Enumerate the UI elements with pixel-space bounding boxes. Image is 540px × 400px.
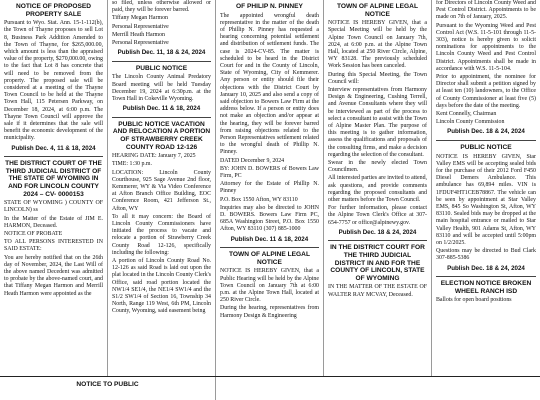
notice-paragraph: A portion of Lincoln County Road No. 12-126 as said Road is laid out upon the plat located in the Lincoln County Clerk's Office, said road portion located the NW1/4 SE1/4, the NE1/4 SW1/4 and the S1/2 SW1/4 of Section 16, Township 34 North, Range 119 West, 6th PM, Lincoln County, Wyoming, said easement being [112,258,213,315]
notice-paragraph: Personal Representative [112,23,169,30]
bottom-blank [216,377,540,400]
notice-paragraph: Prior to appointment, the nominee for Director shall submit a petition signed by at least ten (10) landowners, to the Office of County Commissioner at least five (5) days before the date of the meeting. [436,74,538,109]
notice-paragraph: To all it may concern: the Board of Lincoln County Commissioners have initiated the process to vacate and relocate a portion of Strawberry Creek County Road 12-126, specifically including the following: [112,213,213,256]
notice-paragraph: Inquiries may also be directed to JOHN D. BOWERS. Bowers Law Firm PC, 685A Washington Street, P.O. Box 1550 Afton, WY 83110 (307) 885-1000 [220,204,321,233]
notice-divider [112,117,211,118]
notice-paragraph: Personal Representative [112,40,169,47]
notice-paragraph: HEARING DATE: January 7, 2025 [112,153,196,160]
notice-divider [112,61,211,62]
legal-notice [220,251,319,320]
publish-dates: Publish Dec. 18 & 24, 2024 [338,228,417,236]
notice-divider [328,240,427,241]
legal-notice [112,121,211,316]
notice-paragraph: Merrill Heath Harmon [112,31,165,38]
notice-title: PUBLIC NOTICE [135,64,188,72]
notice-paragraph: Ballots for open board positions [436,297,512,304]
legal-notice [328,244,427,298]
notice-column [108,0,216,376]
notice-paragraph: TIME: 1:30 p.m. [112,161,152,168]
publish-dates: Publish Dec. 4, 11 & 18, 2024 [11,144,96,152]
notice-title: THE DISTRICT COURT OF THE THIRD JUDICIAL DISTRICT OF THE STATE OF WYOMING IN AND FOR LINCOLN COUNTY 2024 – CV- 0000153 [5,160,102,198]
notice-paragraph: Swear in the newly elected Town Councilmen. [328,160,429,174]
notice-title: PUBLIC NOTICE [460,144,512,152]
notice-paragraph: Pursuant to Wyo. Stat. Ann. 15-1-112(b), the Town of Thayne proposes to sell Lot 8, Business Park Addition Amended to the Town of Thayne, for $265,000.00, which amount is less than the appraised value of the property, $270,000.00, owing to the fact that Lot 8 has concrete that will need to be removed from the property. The proposed sale will be considered at a meeting of the Thayne Town Council to be held at the Thayne Town Hall, 115 Petersen Parkway, on December 18, 2024, at 6:00 p.m. The Thayne Town Council will approve the sale if it determines that the sale will benefit the economic development of the municipality. [4,20,105,142]
legal-notice [4,3,103,157]
notice-divider [436,276,536,277]
legal-notice [112,65,211,118]
notice-paragraph: All interested parties are invited to attend, ask questions, and provide comments regarding the proposed consultants and other matters before the Town Council. [328,175,429,204]
publish-dates: Publish Dec. 11, 18 & 24, 2024 [117,49,206,57]
notice-paragraph: During this Special Meeting, the Town Council will: [328,71,429,85]
notice-paragraph: so filed, unless otherwise allowed or paid, they will be forever barred. [112,0,213,14]
notice-paragraph: NOTICE IS HEREBY GIVEN, that a Public Hearing will be held by the Alpine Town Council on January 7th at 6:00 p.m. at the Alpine Town Hall, located at 250 River Circle. [220,268,321,304]
notice-paragraph: Attorney for the Estate of Phillip N. Pinney [220,181,321,195]
notice-paragraph: NOTICE IS HEREBY GIVEN, that a Special Meeting will be held by the Alpine Town Council on January 7th, 2024, at 6:00 p.m. at the Alpine Town Hall, located at 250 River Circle, Alpine, WY 83128. The previously scheduled Work Session has been canceled. [328,20,429,70]
notice-paragraph: NOTICE OF PROBATE [4,231,63,238]
notice-title: ELECTION NOTICE BROKEN WHEEL RANCH ISD [440,280,532,295]
legal-notice [328,3,427,241]
notice-paragraph: LOCATION: Lincoln County Courthouse, 925 Sage Avenue 2nd floor, Kemmerer, WY & Via Video Conference at Afton Branch Office Building, EOC Conference Room, 421 Jefferson St., Afton, WY [112,169,213,212]
notice-title: IN THE DISTRICT COURT FOR THE THIRD JUDICIAL DISTRICT IN AND FOR THE COUNTY OF LINCOLN, STATE OF WYOMING [330,244,425,282]
notice-paragraph: P.O. Box 1550 Afton, WY 83110 [220,196,298,203]
notice-paragraph: Kent Connelly, Chairman [436,111,497,118]
legal-notice [436,0,536,141]
notice-paragraph: BY: JOHN D. BOWERS of Bowers Law Firm, PC [220,165,321,180]
notice-column [432,0,540,376]
publish-dates: Publish Dec. 11 & 18, 2024 [230,235,309,243]
legal-notice [436,144,536,277]
notice-paragraph: The appointed wrongful death representative in the matter of the death of Phillip N. Pinney has requested a hearing concerning potential settlement and distribution of settlement funds. The case is 2024-CV-85. The matter is scheduled to be heard in the District Court for and in the County of Lincoln, State of Wyoming, City of Kemmerer. Any person or entity should file their objections with the District Court by January 10, 2025 and also send a copy of said objection to Bowers Law Firm at the address below. If a person or entity does not make an objection and/or appear at the hearing, they will be forever barred from raising objections related to the Person Representatives settlement related to the wrongful death of Phillip N. Pinney. [220,12,321,156]
notice-paragraph: The Lincoln County Animal Predatory Board meeting will be held Tuesday December 19, 2024 at 6:30p.m. at the Town Hall in Cokeville Wyoming. [112,74,213,103]
legal-notice [220,3,319,248]
legal-notice [4,160,103,298]
notice-title: TOWN OF ALPINE LEGAL NOTICE [229,251,310,266]
notice-paragraph: Questions may be directed to Bud Clark 307-885-5386 [436,248,538,262]
notice-title: OF PHILIP N. PINNEY [236,3,303,10]
legal-notice [436,280,536,304]
notice-paragraph: Tiffany Megan Harmon [112,15,168,22]
notice-title: PUBLIC NOTICE VACATION AND RELOCATION A PORTION OF STRAWBERRY CREEK COUNTY ROAD 12-126 [112,120,211,151]
notice-divider [220,247,319,248]
notice-paragraph: In the Matter of the Estate of JIM E. HARMON, Deceased. [4,215,105,229]
notice-paragraph: IN THE MATTER OF THE ESTATE OF WALTER RAY MCVAY, Deceased. [328,284,429,298]
notice-paragraph: DATED December 9, 2024 [220,157,285,164]
notice-paragraph: Interview representatives from Harmony Design & Engineering, Cushing Terrell, and Avenue Consultants where they will be interviewed as part of the process to select a consultant to assist with the Town of Alpine Master Plan. The purpose of this meeting is to gather information, assess the qualifications and proposals of the consulting firms, and make a decision regarding the selection of the consultant. [328,87,429,158]
notice-paragraph: TO ALL PERSONS INTERESTED IN SAID ESTATE: [4,239,105,253]
notice-column [324,0,432,376]
publish-dates: Publish Dec. 18 & 24, 2024 [447,264,525,272]
notice-column [0,0,108,376]
notice-paragraph: Lincoln County Commission [436,119,505,126]
notice-paragraph: You are hereby notified that on the 26th day of November, 2024, the Last Will of the above named Decedent was admitted to probate by the above-named court, and that Tiffany Megan Harmon and Merrill Heath Harmon were appointed as the [4,254,105,297]
bottom-notice [0,377,216,400]
legal-notice [112,0,211,62]
publish-dates: Publish Dec. 11 & 18, 2024 [122,105,201,113]
bottom-notice-strip [0,376,540,400]
notice-divider [436,140,536,141]
notice-title: TOWN OF ALPINE LEGAL NOTICE [337,3,418,18]
notice-paragraph: STATE OF WYOMING ) COUNTY OF LINCOLN) ss [4,200,105,214]
notice-divider [4,156,103,157]
publish-dates: Publish Dec. 18 & 24, 2024 [447,128,525,136]
notice-paragraph: During the hearing, representatives from Harmony Design & Engineering [220,305,321,319]
notice-column [216,0,324,376]
notice-paragraph: for Directors of Lincoln County Weed and Pest Control District. Appointments to be made on 7th of January, 2025. [436,0,538,21]
notice-paragraph: NOTICE IS HEREBY GIVEN, Star Valley EMS will be accepting sealed bids for the purchase of their 2012 Ford F450 Diesel Demers Ambulance. This ambulance has 69,894 miles. VIN is 1FDUF4HT1CEB78867. The vehicle can be seen by appointment at Star Valley EMS, 845 So Washington St, Afton, WY 83110. Sealed bids may be dropped at the main hospital entrance or mailed to Star Valley Health, 901 Adams St, Afton, WY 83110 and will be accepted until 5:00pm on 1/2/2025. [436,153,538,247]
notice-paragraph: For further information, please contact the Alpine Town Clerk's Office at 307-654-7757 or office@alpinewy.gov. [328,205,429,226]
notice-title: NOTICE TO PUBLIC [76,381,139,388]
notice-title: NOTICE OF PROPOSED PROPERTY SALE [15,3,92,18]
notice-paragraph: Pursuant to the Wyoming Weed and Pest Control Act (W.S. 11-5-101 through 11-5-303), notice is hereby given to solicit nominations for appointments to the Lincoln County Weed and Pest Control District. Appointments shall be made in accordance with W.S. 11-5-104. [436,22,538,72]
